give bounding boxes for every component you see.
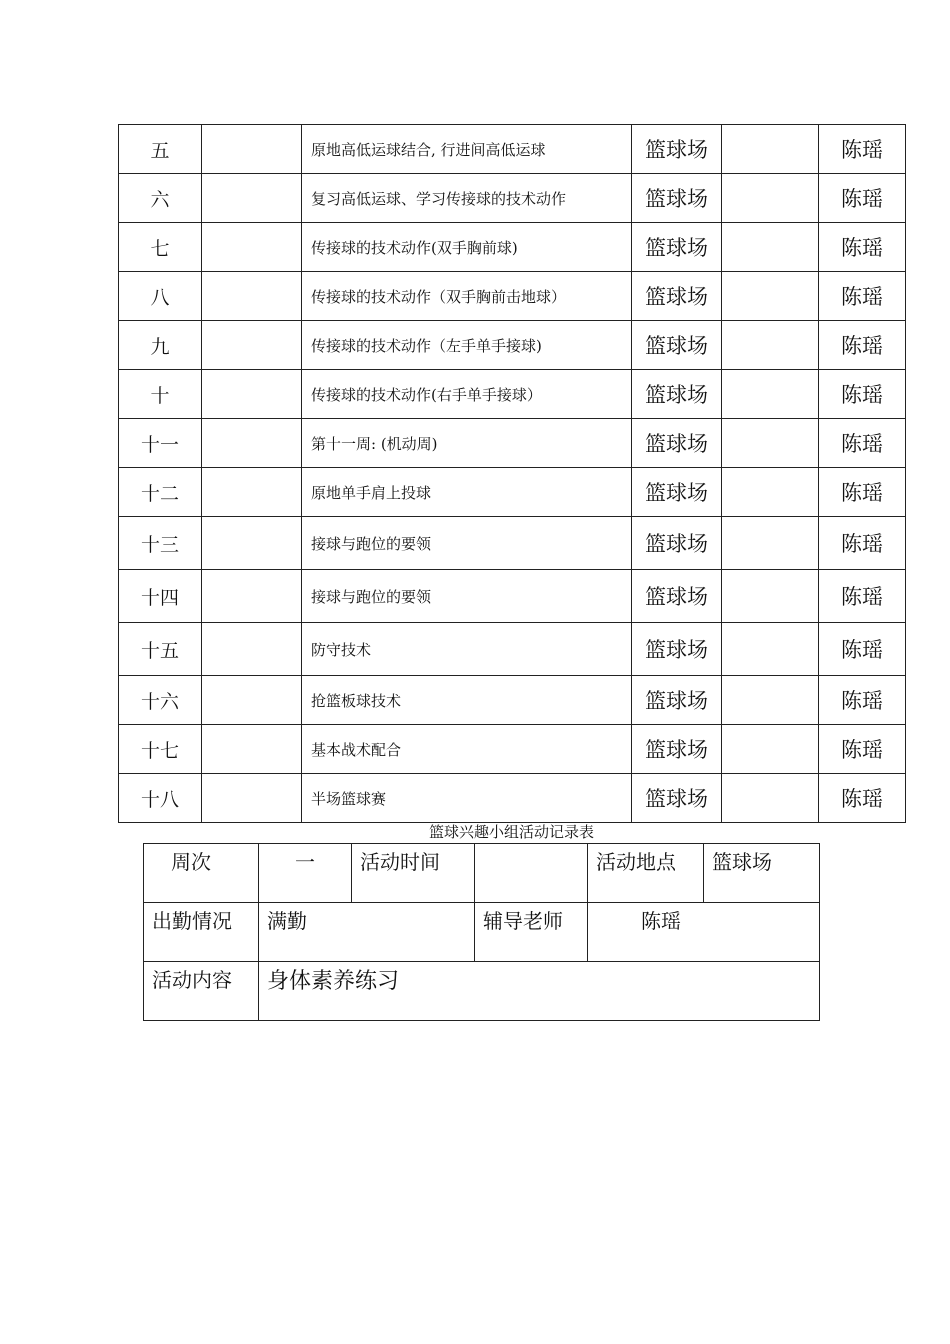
date-cell xyxy=(202,623,302,676)
table-row xyxy=(119,125,906,174)
venue-cell: 篮球场 xyxy=(632,623,722,676)
teacher-cell: 陈瑶 xyxy=(819,468,906,517)
week-cell: 五 xyxy=(119,125,202,174)
content-cell: 传接球的技术动作(双手胸前球) xyxy=(302,223,632,272)
table-row xyxy=(119,468,906,517)
teacher-cell: 陈瑶 xyxy=(819,272,906,321)
activity-record-table xyxy=(143,843,820,1021)
date-cell xyxy=(202,321,302,370)
blank-cell xyxy=(722,570,819,623)
content-cell: 第十一周: (机动周) xyxy=(302,419,632,468)
blank-cell xyxy=(722,676,819,725)
table-row xyxy=(119,370,906,419)
teacher-cell: 陈瑶 xyxy=(819,517,906,570)
week-cell: 十四 xyxy=(119,570,202,623)
week-cell: 十五 xyxy=(119,623,202,676)
record-row-attendance xyxy=(144,903,820,962)
date-cell xyxy=(202,774,302,823)
table-row xyxy=(119,174,906,223)
content-cell: 传接球的技术动作（双手胸前击地球） xyxy=(302,272,632,321)
week-cell: 九 xyxy=(119,321,202,370)
venue-cell: 篮球场 xyxy=(632,570,722,623)
week-cell: 十七 xyxy=(119,725,202,774)
blank-cell xyxy=(722,321,819,370)
table-row xyxy=(119,774,906,823)
table-row xyxy=(119,570,906,623)
attendance-value: 满勤 xyxy=(259,903,475,962)
venue-cell: 篮球场 xyxy=(632,370,722,419)
content-cell: 接球与跑位的要领 xyxy=(302,570,632,623)
week-cell: 十二 xyxy=(119,468,202,517)
content-cell: 半场篮球赛 xyxy=(302,774,632,823)
content-cell: 原地单手肩上投球 xyxy=(302,468,632,517)
table-row xyxy=(119,623,906,676)
teacher-cell: 陈瑶 xyxy=(819,623,906,676)
teacher-cell: 陈瑶 xyxy=(819,223,906,272)
venue-cell: 篮球场 xyxy=(632,125,722,174)
blank-cell xyxy=(722,774,819,823)
content-cell: 传接球的技术动作(右手单手接球） xyxy=(302,370,632,419)
blank-cell xyxy=(722,725,819,774)
teacher-cell: 陈瑶 xyxy=(819,570,906,623)
time-value xyxy=(475,844,588,903)
venue-cell: 篮球场 xyxy=(632,468,722,517)
teacher-cell: 陈瑶 xyxy=(819,370,906,419)
venue-cell: 篮球场 xyxy=(632,419,722,468)
venue-cell: 篮球场 xyxy=(632,774,722,823)
week-cell: 七 xyxy=(119,223,202,272)
blank-cell xyxy=(722,272,819,321)
content-label: 活动内容 xyxy=(144,962,259,1021)
blank-cell xyxy=(722,125,819,174)
date-cell xyxy=(202,468,302,517)
place-value: 篮球场 xyxy=(704,844,820,903)
date-cell xyxy=(202,419,302,468)
date-cell xyxy=(202,570,302,623)
teacher-label: 辅导老师 xyxy=(475,903,588,962)
venue-cell: 篮球场 xyxy=(632,676,722,725)
date-cell xyxy=(202,223,302,272)
date-cell xyxy=(202,517,302,570)
content-cell: 复习高低运球、学习传接球的技术动作 xyxy=(302,174,632,223)
teacher-cell: 陈瑶 xyxy=(819,676,906,725)
week-label: 周次 xyxy=(144,844,259,903)
table-row xyxy=(119,517,906,570)
week-cell: 十六 xyxy=(119,676,202,725)
table-row xyxy=(119,223,906,272)
blank-cell xyxy=(722,468,819,517)
table-row xyxy=(119,676,906,725)
attendance-label: 出勤情况 xyxy=(144,903,259,962)
table-row xyxy=(119,321,906,370)
teacher-cell: 陈瑶 xyxy=(819,174,906,223)
record-title: 篮球兴趣小组活动记录表 xyxy=(428,823,594,841)
content-cell: 抢篮板球技术 xyxy=(302,676,632,725)
date-cell xyxy=(202,725,302,774)
week-value: 一 xyxy=(259,844,352,903)
date-cell xyxy=(202,174,302,223)
week-cell: 八 xyxy=(119,272,202,321)
schedule-table xyxy=(118,124,906,823)
venue-cell: 篮球场 xyxy=(632,321,722,370)
content-cell: 原地高低运球结合, 行进间高低运球 xyxy=(302,125,632,174)
week-cell: 十 xyxy=(119,370,202,419)
date-cell xyxy=(202,370,302,419)
venue-cell: 篮球场 xyxy=(632,517,722,570)
blank-cell xyxy=(722,174,819,223)
week-cell: 六 xyxy=(119,174,202,223)
blank-cell xyxy=(722,517,819,570)
week-cell: 十三 xyxy=(119,517,202,570)
week-cell: 十八 xyxy=(119,774,202,823)
week-cell: 十一 xyxy=(119,419,202,468)
blank-cell xyxy=(722,623,819,676)
blank-cell xyxy=(722,370,819,419)
content-cell: 传接球的技术动作（左手单手接球) xyxy=(302,321,632,370)
venue-cell: 篮球场 xyxy=(632,725,722,774)
record-row-week xyxy=(144,844,820,903)
date-cell xyxy=(202,125,302,174)
blank-cell xyxy=(722,223,819,272)
teacher-cell: 陈瑶 xyxy=(819,774,906,823)
teacher-cell: 陈瑶 xyxy=(819,725,906,774)
table-row xyxy=(119,419,906,468)
record-row-content xyxy=(144,962,820,1021)
venue-cell: 篮球场 xyxy=(632,174,722,223)
table-row xyxy=(119,272,906,321)
venue-cell: 篮球场 xyxy=(632,272,722,321)
table-row xyxy=(119,725,906,774)
content-cell: 防守技术 xyxy=(302,623,632,676)
content-value: 身体素养练习 xyxy=(259,962,820,1021)
place-label: 活动地点 xyxy=(588,844,704,903)
teacher-value: 陈瑶 xyxy=(588,903,820,962)
venue-cell: 篮球场 xyxy=(632,223,722,272)
teacher-cell: 陈瑶 xyxy=(819,419,906,468)
date-cell xyxy=(202,676,302,725)
blank-cell xyxy=(722,419,819,468)
time-label: 活动时间 xyxy=(352,844,475,903)
date-cell xyxy=(202,272,302,321)
teacher-cell: 陈瑶 xyxy=(819,321,906,370)
teacher-cell: 陈瑶 xyxy=(819,125,906,174)
content-cell: 接球与跑位的要领 xyxy=(302,517,632,570)
content-cell: 基本战术配合 xyxy=(302,725,632,774)
